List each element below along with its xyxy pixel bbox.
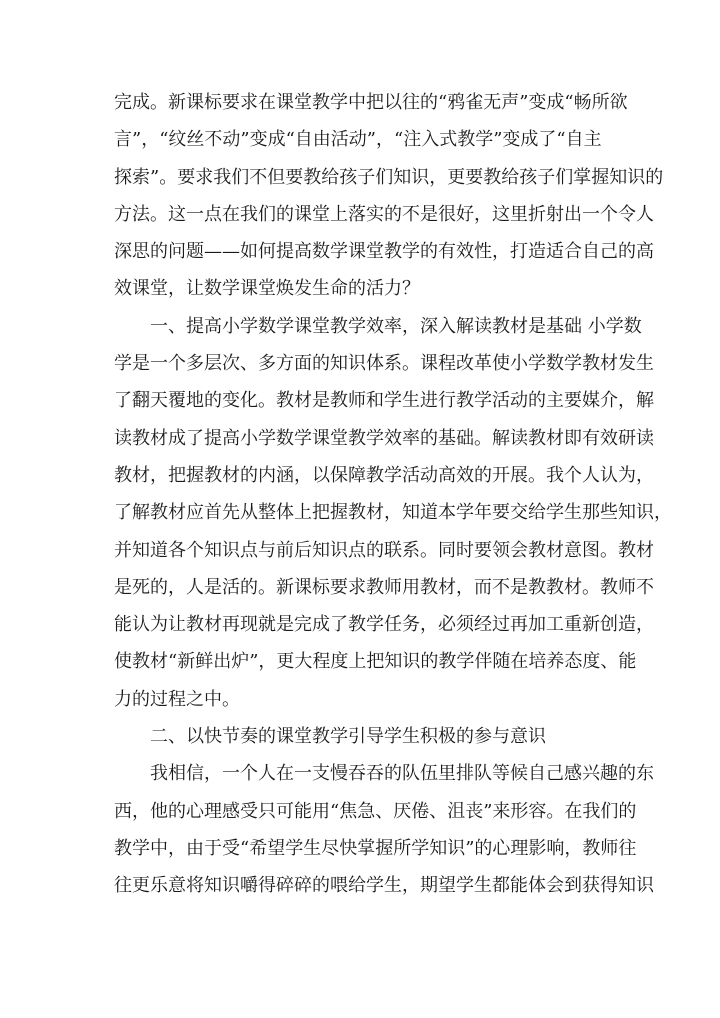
text-line: 方法。这一点在我们的课堂上落实的不是很好，这里折射出一个令人 xyxy=(114,203,654,225)
text-line: 西，他的心理感受只可能用“焦急、厌倦、沮丧”来形容。在我们的 xyxy=(114,800,637,822)
text-line: 力的过程之中。 xyxy=(114,688,240,710)
text-line: 学是一个多层次、多方面的知识体系。课程改革使小学数学教材发生 xyxy=(114,353,654,375)
text-line: 教学中，由于受“希望学生尽快掌握所学知识”的心理影响，教师往 xyxy=(114,837,637,859)
text-line: 深思的问题——如何提高数学课堂教学的有效性，打造适合自己的高 xyxy=(114,241,654,263)
text-line: 教材，把握教材的内涵，以保障教学活动高效的开展。我个人认为， xyxy=(114,464,654,486)
text-line: 是死的，人是活的。新课标要求教师用教材，而不是教教材。教师不 xyxy=(114,576,654,598)
text-line: 完成。新课标要求在课堂教学中把以往的“鸦雀无声”变成“畅所欲 xyxy=(114,92,628,113)
text-line: 并知道各个知识点与前后知识点的联系。同时要领会教材意图。教材 xyxy=(114,539,654,561)
text-line: 了解教材应首先从整体上把握教材，知道本学年要交给学生那些知识， xyxy=(114,502,672,524)
section-heading-1: 一、提高小学数学课堂教学效率，深入解读教材是基础 小学数 xyxy=(150,315,642,337)
text-line: 使教材“新鲜出炉”，更大程度上把知识的教学伴随在培养态度、能 xyxy=(114,651,637,673)
body-text xyxy=(114,84,672,905)
text-line: 言”，“纹丝不动”变成“自由活动”，“注入式教学”变成了“自主 xyxy=(114,129,602,151)
text-line: 了翻天覆地的变化。教材是教师和学生进行教学活动的主要媒介，解 xyxy=(114,390,654,412)
text-line: 读教材成了提高小学数学课堂教学效率的基础。解读教材即有效研读 xyxy=(114,427,654,449)
section-heading-2: 二、以快节奏的课堂教学引导学生积极的参与意识 xyxy=(150,726,546,748)
text-line: 能认为让教材再现就是完成了教学任务，必须经过再加工重新创造， xyxy=(114,614,654,636)
text-line: 效课堂，让数学课堂焕发生命的活力？ xyxy=(114,278,420,300)
text-line: 我相信，一个人在一支慢吞吞的队伍里排队等候自己感兴趣的东 xyxy=(150,763,654,785)
text-line: 往更乐意将知识嚼得碎碎的喂给学生，期望学生都能体会到获得知识 xyxy=(114,875,654,897)
text-line: 探索”。要求我们不但要教给孩子们知识，更要教给孩子们掌握知识的 xyxy=(114,166,664,188)
